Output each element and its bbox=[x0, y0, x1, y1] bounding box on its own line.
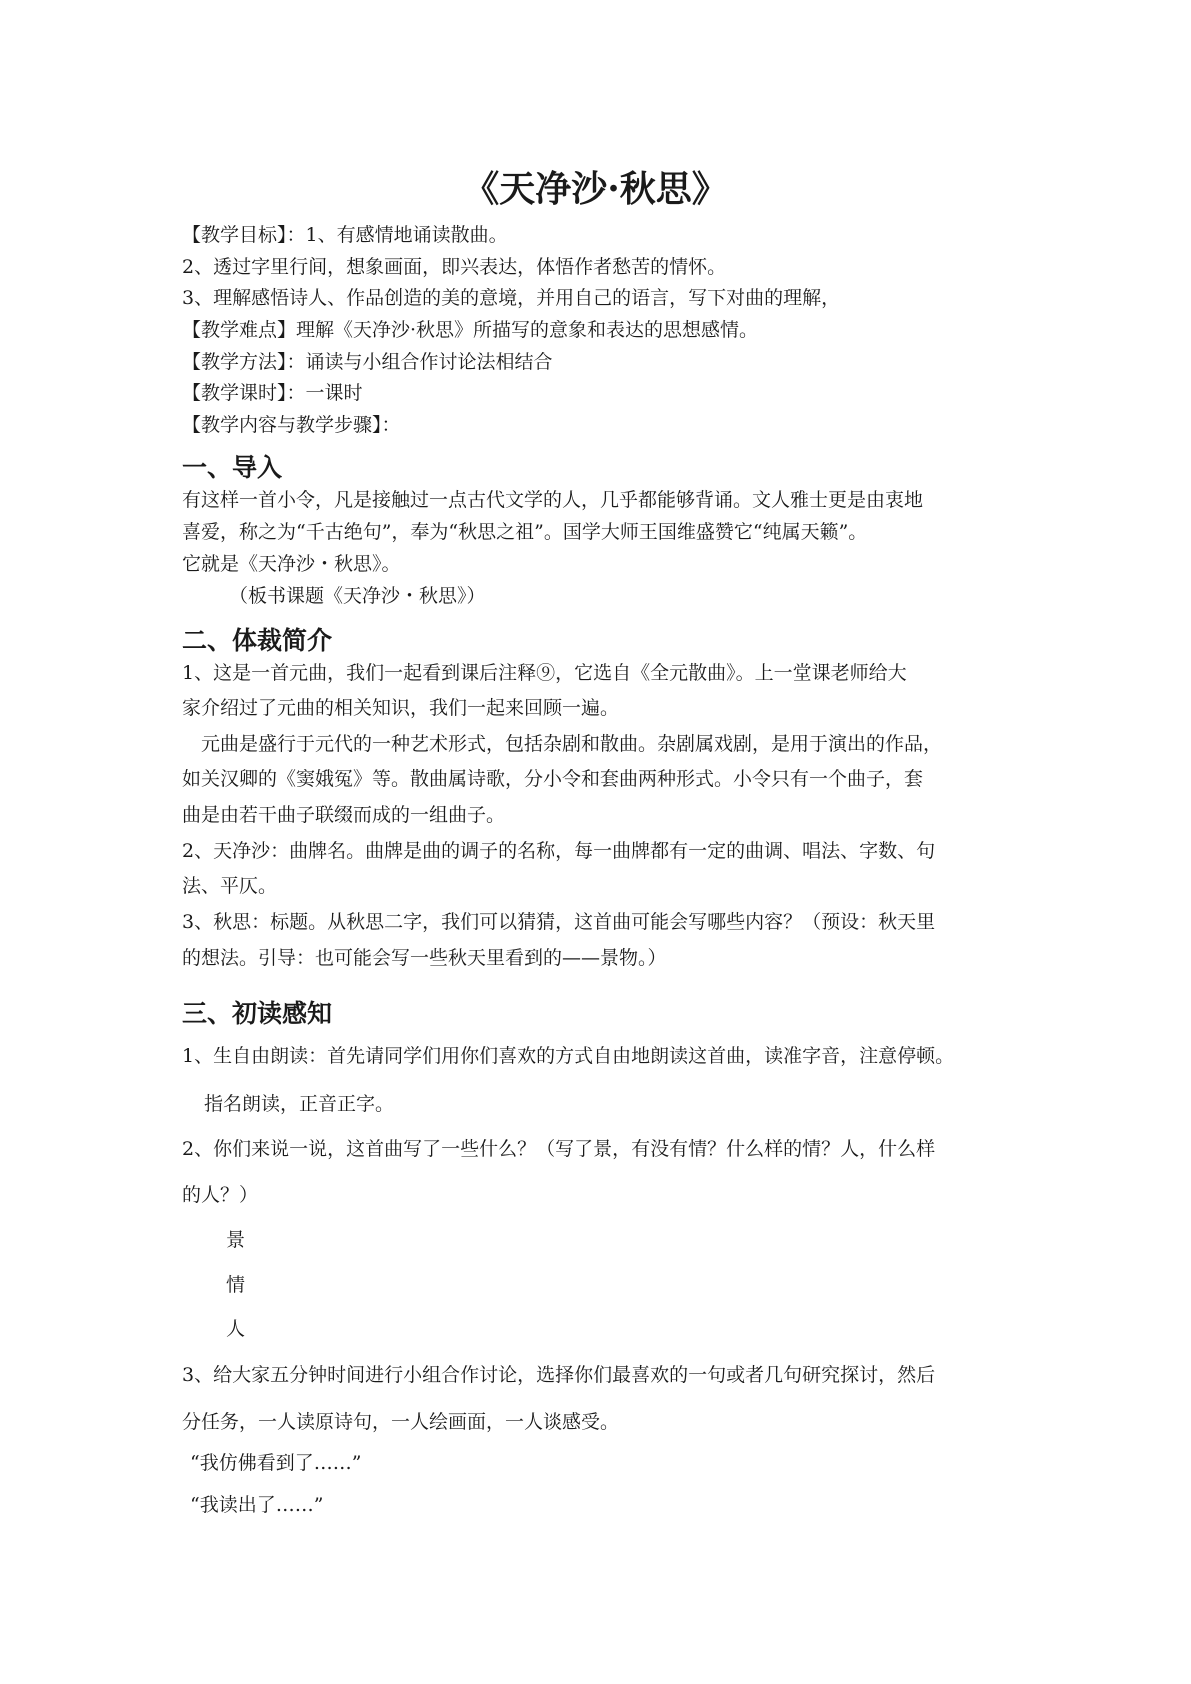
paragraph-line: 喜爱，称之为“千古绝句”，奉为“秋思之祖”。国学大师王国维盛赞它“纯属天籁”。 bbox=[182, 521, 868, 543]
teaching-content: 【教学内容与教学步骤】： bbox=[182, 414, 401, 436]
paragraph-line: 分任务，一人读原诗句，一人绘画面，一人谈感受。 bbox=[182, 1411, 620, 1433]
section-heading-intro: 一、导入 bbox=[182, 453, 283, 482]
paragraph-line: 3、给大家五分钟时间进行小组合作讨论，选择你们最喜欢的一句或者几句研究探讨，然后 bbox=[182, 1364, 936, 1386]
paragraph-line: 的想法。引导：也可能会写一些秋天里看到的——景物。） bbox=[182, 947, 667, 969]
section-heading-genre: 二、体裁简介 bbox=[182, 626, 333, 655]
document-title: 《天净沙·秋思》 bbox=[463, 168, 728, 210]
paragraph-line: 曲是由若干曲子联缀而成的一组曲子。 bbox=[182, 804, 506, 826]
paragraph-line: 有这样一首小令，凡是接触过一点古代文学的人，几乎都能够背诵。文人雅士更是由衷地 bbox=[182, 489, 924, 511]
teaching-goal-1: 【教学目标】：1、有感情地诵读散曲。 bbox=[182, 224, 508, 246]
quote-line: “我读出了……” bbox=[190, 1494, 324, 1516]
paragraph-line: 家介绍过了元曲的相关知识，我们一起来回顾一遍。 bbox=[182, 697, 620, 719]
paragraph-line: 它就是《天净沙・秋思》。 bbox=[182, 553, 401, 575]
paragraph-line: 1、这是一首元曲，我们一起看到课后注释⑨，它选自《全元散曲》。上一堂课老师给大 bbox=[182, 662, 907, 684]
list-item-emotion: 情 bbox=[226, 1274, 246, 1296]
list-item-scene: 景 bbox=[226, 1229, 246, 1251]
section-heading-reading: 三、初读感知 bbox=[182, 999, 333, 1028]
teaching-goal-3: 3、理解感悟诗人、作品创造的美的意境，并用自己的语言，写下对曲的理解， bbox=[182, 287, 841, 309]
teaching-difficulty: 【教学难点】理解《天净沙·秋思》所描写的意象和表达的思想感情。 bbox=[182, 319, 759, 341]
paragraph-line: 的人？） bbox=[182, 1184, 259, 1206]
teaching-hours: 【教学课时】：一课时 bbox=[182, 382, 363, 404]
paragraph-line: 法、平仄。 bbox=[182, 875, 278, 897]
paragraph-line: 指名朗读，正音正字。 bbox=[204, 1093, 395, 1115]
board-writing-note: （板书课题《天净沙・秋思》） bbox=[229, 585, 486, 607]
paragraph-line: 如关汉卿的《窦娥冤》等。散曲属诗歌，分小令和套曲两种形式。小令只有一个曲子，套 bbox=[182, 768, 924, 790]
paragraph-line: 2、天净沙：曲牌名。曲牌是曲的调子的名称，每一曲牌都有一定的曲调、唱法、字数、句 bbox=[182, 840, 936, 862]
paragraph-line: 3、秋思：标题。从秋思二字，我们可以猜猜，这首曲可能会写哪些内容？（预设：秋天里 bbox=[182, 911, 936, 933]
teaching-method: 【教学方法】：诵读与小组合作讨论法相结合 bbox=[182, 351, 553, 373]
quote-line: “我仿佛看到了……” bbox=[190, 1452, 362, 1474]
paragraph-line: 元曲是盛行于元代的一种艺术形式，包括杂剧和散曲。杂剧属戏剧，是用于演出的作品， bbox=[201, 733, 943, 755]
list-item-person: 人 bbox=[226, 1318, 246, 1340]
paragraph-line: 1、生自由朗读：首先请同学们用你们喜欢的方式自由地朗读这首曲，读准字音，注意停顿。 bbox=[182, 1045, 955, 1067]
teaching-goal-2: 2、透过字里行间，想象画面，即兴表达，体悟作者愁苦的情怀。 bbox=[182, 256, 727, 278]
paragraph-line: 2、你们来说一说，这首曲写了一些什么？（写了景，有没有情？什么样的情？人，什么样 bbox=[182, 1138, 936, 1160]
